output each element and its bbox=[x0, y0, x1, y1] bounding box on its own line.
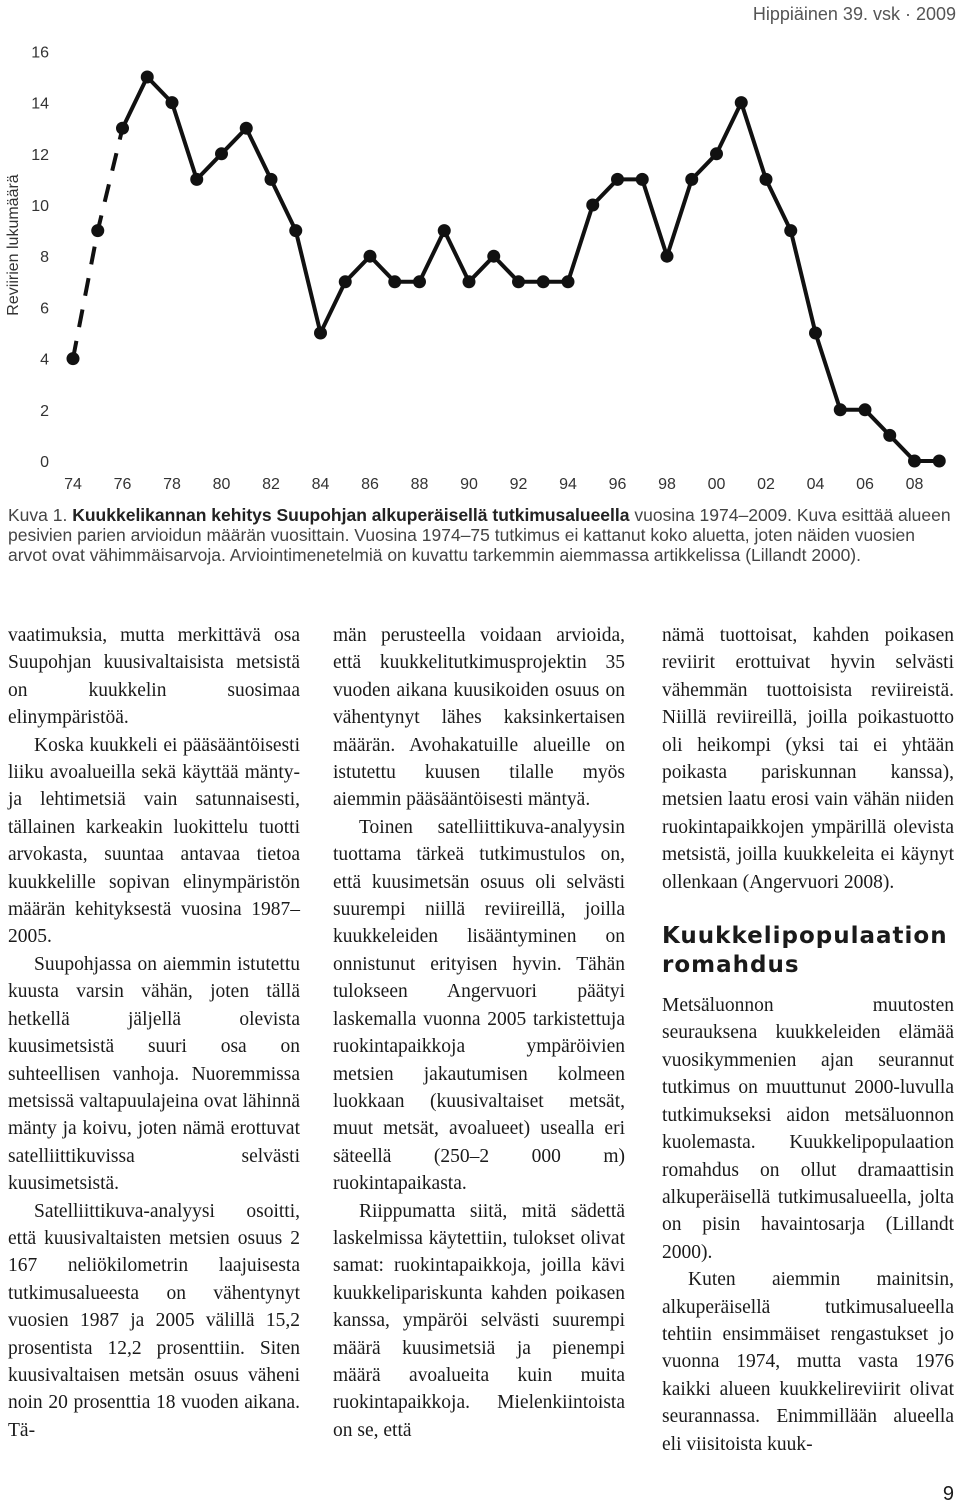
data-point bbox=[636, 173, 649, 186]
text-column-1 bbox=[8, 622, 300, 1444]
x-tick-label: 00 bbox=[707, 476, 726, 493]
data-point bbox=[116, 122, 129, 135]
data-point bbox=[487, 250, 500, 263]
data-point bbox=[809, 327, 822, 340]
dashed-series-line bbox=[73, 128, 123, 358]
data-point bbox=[67, 352, 80, 365]
x-tick-label: 78 bbox=[163, 476, 181, 493]
x-tick-label: 08 bbox=[905, 476, 924, 493]
data-point bbox=[314, 327, 327, 340]
y-tick-label: 10 bbox=[31, 198, 49, 215]
data-point bbox=[289, 224, 302, 237]
data-point bbox=[859, 403, 872, 416]
caption-text: vuosina 1974–2009. Kuva esittää alueen pesivien parien arvioidun määrän vuosittain. Vuosina 1974–75 tutkimus ei kattanut koko aluetta, joten näiden vuosien arvot ovat vähimmäisarvoja. Arviointimenetelmiä on kuvattu tarkemmin aiemmassa artikkelissa (Lillandt 2000). bbox=[8, 505, 951, 565]
x-tick-label: 82 bbox=[262, 476, 280, 493]
x-tick-label: 80 bbox=[212, 476, 231, 493]
data-point bbox=[586, 199, 599, 212]
series-lines bbox=[73, 77, 939, 461]
paragraph: Toinen satelliittikuva-analyysin tuottama tärkeä tutkimustulos on, että kuusimetsän osuus oli selvästi suurempi niillä reviireillä, joilla kuukkeleiden lisääntyminen on onnistunut erityisen hyvin. Tähän tulokseen Angervuori päätyi laskemalla vuonna 2005 tarkistettuja ruokintapaikkoja ympäröivien metsien jakautumisen kolmeen luokkaan (kuusivaltaiset metsät, muut metsät, avoalueet) usealla eri säteellä (250–2 000 m) ruokintapaikasta. bbox=[333, 816, 625, 1195]
data-point bbox=[933, 455, 946, 468]
data-point bbox=[562, 275, 575, 288]
y-tick-label: 4 bbox=[40, 351, 49, 369]
paragraph: Kuten aiemmin mainitsin, alkuperäisellä tutkimusalueella tehtiin ensimmäiset rengastukset jo vuonna 1974, mutta vasta 1976 kaikki alueen kuukkelireviirit olivat seurannassa. Enimmillään alueella eli viisitoista kuuk- bbox=[662, 1269, 954, 1455]
y-tick-labels bbox=[31, 44, 49, 471]
paragraph: nämä tuottoisat, kahden poikasen reviirit erottuivat hyvin selvästi vähemmän tuottoisista reviireistä. Niillä reviireillä, joilla poikastuotto oli heikompi (yksi tai ei yhtään poikasta pariskunnan kanssa), metsien laatu erosi vain vähän niiden ruokintapaikkojen ympärillä olevista metsistä, joilla kuukkeleita ei käynyt ollenkaan (Angervuori 2008). bbox=[662, 625, 954, 893]
paragraph: män perusteella voidaan arvioida, että kuukkelitutkimusprojektin 35 vuoden aikana kuusikoiden osuus on vähentynyt lähes kaksinkertaisen määrän. Avohakatuille alueille on istutettu kuusen tilalle myös aiemmin pääsääntöisesti mäntyä. bbox=[333, 625, 625, 811]
data-point bbox=[438, 224, 451, 237]
data-point bbox=[166, 96, 179, 109]
text-column-3 bbox=[662, 622, 954, 1458]
paragraph: Satelliittikuva-analyysi osoitti, että kuusivaltaisten metsien osuus 2 167 neliökilometrin laajuisesta tutkimusalueesta on vähentynyt vuosien 1987 ja 2005 välillä 15,2 prosentista 12,2 prosenttiin. Siten kuusivaltaisen metsän osuus väheni noin 20 prosenttia 18 vuoden aikana. Tä- bbox=[8, 1200, 300, 1441]
y-tick-label: 12 bbox=[31, 146, 49, 164]
x-tick-label: 76 bbox=[113, 476, 132, 493]
data-point bbox=[413, 275, 426, 288]
paragraph: Suupohjassa on aiemmin istutettu kuusta varsin vähän, joten tällä hetkellä jäljellä olevista kuusimetsistä suuri osa on suhteellisen vanhoja. Nuoremmissa metsissä valtapuulajeina ovat lähinnä mänty ja koivu, joten nämä erottuvat satelliittikuvissa selvästi kuusimetsistä. bbox=[8, 953, 300, 1195]
x-tick-label: 04 bbox=[806, 476, 825, 493]
data-point bbox=[883, 429, 896, 442]
data-point bbox=[240, 122, 253, 135]
x-tick-label: 84 bbox=[311, 476, 330, 493]
text-column-2 bbox=[333, 622, 625, 1444]
x-tick-label: 88 bbox=[410, 476, 429, 493]
data-point bbox=[784, 224, 797, 237]
data-point bbox=[141, 71, 154, 84]
data-point bbox=[91, 224, 104, 237]
y-tick-label: 8 bbox=[40, 249, 49, 267]
data-point bbox=[215, 147, 228, 160]
caption-label: Kuva 1. bbox=[8, 505, 68, 525]
x-tick-label: 94 bbox=[559, 476, 577, 493]
x-tick-label: 02 bbox=[757, 476, 775, 493]
territory-line-chart bbox=[0, 30, 960, 500]
x-tick-label: 90 bbox=[460, 476, 478, 493]
y-tick-label: 2 bbox=[40, 402, 49, 420]
data-point bbox=[611, 173, 624, 186]
caption-bold-title: Kuukkelikannan kehitys Suupohjan alkuperäisellä tutkimusalueella bbox=[72, 505, 630, 525]
data-point bbox=[735, 96, 748, 109]
y-tick-label: 6 bbox=[40, 300, 49, 318]
data-point bbox=[710, 147, 723, 160]
solid-series-line bbox=[123, 77, 940, 461]
data-point bbox=[834, 403, 847, 416]
y-tick-label: 16 bbox=[31, 44, 49, 62]
y-tick-label: 0 bbox=[40, 454, 49, 471]
data-point bbox=[661, 250, 674, 263]
x-tick-label: 96 bbox=[608, 476, 627, 493]
data-point bbox=[685, 173, 698, 186]
section-heading: Kuukkelipopulaation romahdus bbox=[662, 923, 948, 979]
data-point bbox=[388, 275, 401, 288]
x-tick-label: 92 bbox=[509, 476, 528, 493]
x-tick-label: 86 bbox=[361, 476, 379, 493]
y-axis-label: Reviirien lukumäärä bbox=[5, 174, 22, 316]
page-number: 9 bbox=[942, 1483, 954, 1505]
x-tick-label: 74 bbox=[64, 476, 82, 493]
data-point bbox=[537, 275, 550, 288]
x-tick-label: 06 bbox=[856, 476, 874, 493]
paragraph: Metsäluonnon muutosten seurauksena kuukkeleiden elämää vuosikymmenien ajan seurannut tutkimus on muuttunut 2000-luvulla tutkimukseksi aidon metsäluonnon kuolemasta. Kuukkelipopulaation romahdus on ollut dramaattisin alkuperäisellä tutkimusalueella, jolta on pisin havaintosarja (Lillandt 2000). bbox=[662, 995, 954, 1263]
paragraph: Koska kuukkeli ei pääsääntöisesti liiku avoalueilla sekä käyttää mänty- ja lehtimetsiä vain satunnaisesti, tällainen karkeakin luokittelu tuotti arvokasta, suuntaa antavaa tietoa kuukkelille sopivan elinympäristön määrän kehityksestä vuosina 1987–2005. bbox=[8, 734, 300, 948]
x-tick-labels bbox=[64, 476, 923, 493]
figure-caption bbox=[8, 505, 956, 565]
data-point bbox=[339, 275, 352, 288]
x-tick-label: 98 bbox=[658, 476, 676, 493]
paragraph: vaatimuksia, mutta merkittävä osa Suupohjan kuusivaltaisista metsistä on kuukkelin suosimaa elinympäristöä. bbox=[8, 625, 300, 729]
data-point bbox=[512, 275, 525, 288]
paragraph: Riippumatta siitä, mitä sädettä laskelmissa käytettiin, tulokset olivat samat: ruokintapaikkoja, joilla kävi kuukkelipariskunta kahden poikasen kanssa, ympäröi selvästi suurempi määrä kuusimetsiä ja pienempi määrä avoalueita kuin muita ruokintapaikkoja. Mielenkiintoista on se, että bbox=[333, 1200, 625, 1441]
running-header: Hippiäinen 39. vsk · 2009 bbox=[752, 4, 956, 24]
data-point bbox=[760, 173, 773, 186]
data-point bbox=[463, 275, 476, 288]
data-point bbox=[265, 173, 278, 186]
data-point bbox=[364, 250, 377, 263]
y-tick-label: 14 bbox=[31, 95, 49, 113]
data-point bbox=[908, 455, 921, 468]
data-point bbox=[190, 173, 203, 186]
